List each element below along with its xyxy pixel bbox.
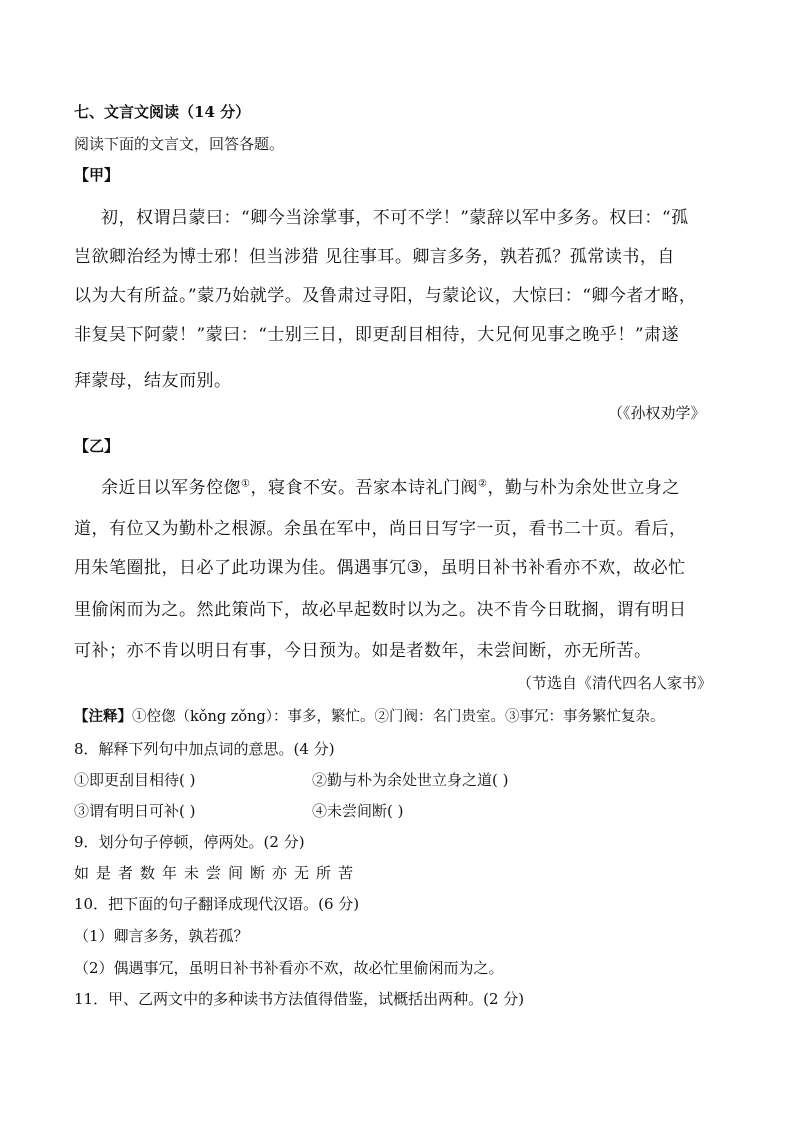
question-10-stem: 10．把下面的句子翻译成现代汉语。(6 分): [74, 895, 360, 913]
question-8-item: ①即更刮目相待( ): [74, 771, 196, 789]
footnote-mark: ②: [477, 478, 488, 490]
passage-a-source: （《孙权劝学》: [608, 404, 706, 422]
question-9-sentence: 如是者数年未尝间断亦无所苦: [74, 864, 361, 882]
question-9-stem: 9．划分句子停顿，停两处。(2 分): [74, 833, 305, 851]
passage-b-text: ，寝食不安。吾家本诗礼门阀: [250, 478, 478, 498]
passage-b-line: [74, 553, 686, 578]
passage-b-line: [101, 473, 680, 498]
passage-b-line: 可补；亦不肯以明日有事，今日预为。如是者数年，未尝间断，亦无所苦。: [74, 641, 652, 661]
notes: [74, 705, 664, 726]
passage-a-line: 初，权谓吕蒙曰：“卿今当涂掌事，不可不学！”蒙辞以军中多务。权曰：“孤: [101, 208, 689, 228]
notes-text: ①倥偬（kǒng zǒng）：事多，繁忙。②门阀：名门贵室。③事冗：事务繁忙复杂。: [132, 709, 665, 725]
passage-b-text: ，虽明日补书补看亦不欢，故必忙: [423, 558, 686, 578]
instruction: 阅读下面的文言文，回答各题。: [74, 135, 285, 153]
passage-a-line: 非复吴下阿蒙！”蒙曰：“士别三日，即更刮目相待，大兄何见事之晚乎！”肃遂: [74, 325, 680, 345]
question-8-item: ③谓有明日可补( ): [74, 802, 196, 820]
passage-b-line: 里偷闲而为之。然此策尚下，故必早起数时以为之。决不肯今日耽搁，谓有明日: [74, 600, 687, 620]
passage-b-text: ，勤与朴为余处世立身之: [487, 478, 680, 498]
passage-a-line: 岂欲卿治经为博士邪！但当涉猎 见往事耳。卿言多务，孰若孤？孤常读书，自: [74, 247, 675, 267]
passage-a-line: 以为大有所益。”蒙乃始就学。及鲁肃过寻阳，与蒙论议，大惊曰：“卿今者才略，: [74, 286, 697, 306]
passage-b-text: 余近日以军务倥偬: [101, 478, 241, 498]
question-10-item: （1）卿言多务，孰若孤？: [74, 927, 249, 945]
question-8-item: ④未尝间断( ): [312, 802, 404, 820]
passage-b-label: 【乙】: [74, 437, 120, 455]
question-8-item: ②勤与朴为余处世立身之道( ): [312, 771, 509, 789]
passage-b-source: （节选自《清代四名人家书》: [517, 674, 713, 692]
footnote-mark: ③: [406, 557, 424, 578]
section-title: 七、文言文阅读（14 分）: [74, 103, 251, 121]
question-10-item: （2）偶遇事冗，虽明日补书补看亦不欢，故必忙里偷闲而为之。: [74, 959, 504, 977]
passage-b-line: 道，有位又为勤朴之根源。余虽在军中，尚日日写字一页，看书二十页。看后，: [74, 519, 687, 539]
passage-a-label: 【甲】: [74, 166, 120, 184]
notes-label: 【注释】: [74, 708, 132, 725]
passage-a-line: 拜蒙母，结友而别。: [74, 371, 232, 391]
question-8-stem: 8．解释下列句中加点词的意思。(4 分): [74, 740, 335, 758]
passage-b-text: 用朱笔圈批，日必了此功课为佳。偶遇事冗: [74, 558, 407, 578]
footnote-mark: ①: [241, 478, 251, 490]
question-11-stem: 11．甲、乙两文中的多种读书方法值得借鉴，试概括出两种。(2 分): [74, 990, 525, 1008]
